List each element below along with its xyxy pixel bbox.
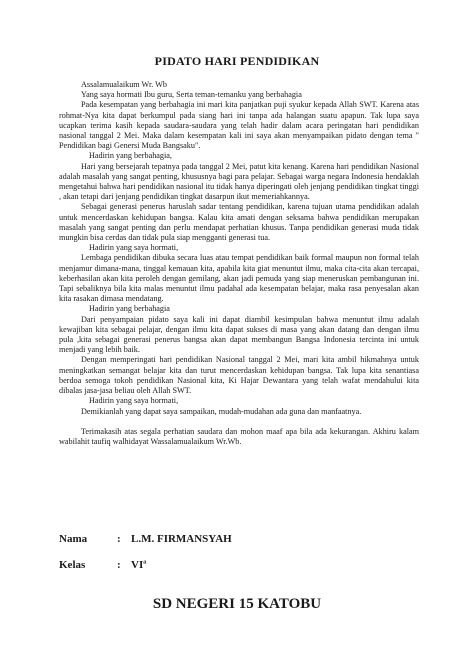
opening-paragraph: Pada kesempatan yang berbahagia ini mari kita panjatkan puji syukur kepada Allah SWT. Karena atas rohmat-Nya kita dapat berkumpul pada siang hari ini tanpa ada halangan suatu apapun. Tak lupa saya ucapkan terima kasih kepada saudara-saudara yang telah hadir dalam acara peringatan hari pendidikan nasional tanggal 2 Mei. Maka dalam kesempatan kali ini saya akan menyampaikan pidato dengan tema " Pendidikan bagi Genersi Muda Bangsaku".: [59, 100, 419, 151]
name-value: L.M. FIRMANSYAH: [131, 533, 232, 545]
generation-paragraph: Sebagai generasi penerus haruslah sadar tentang pendidikan, karena tujuan utama pendidikan adalah untuk mencerdaskan kehidupan bangsa. Kalau kita amati dengan seksama bahwa pendidikan merupakan masalah yang sangat penting dan perlu mendapat perhatian khusus. Tanpa pendidikan generasi muda tidak mungkin bisa cerdas dan tidak pula siap mengganti generasi tua.: [59, 202, 419, 243]
closing-paragraph: Demikianlah yang dapat saya sampaikan, mudah-mudahan ada guna dan manfaatnya.: [81, 406, 362, 416]
greeting-paragraph: Assalamualaikum Wr. Wb: [81, 80, 168, 89]
address-paragraph: Hadirin yang berbahagia: [89, 304, 170, 314]
address-paragraph: Hadirin yang saya hormati,: [89, 243, 179, 253]
class-superscript: a: [143, 559, 147, 566]
thanks-paragraph: Terimakasih atas segala perhatian saudara dan mohon maaf apa bila ada kekurangan. Akhiru kalam wabilahit taufiq walhidayat Wassalamualaikum Wr.Wb.: [59, 426, 419, 446]
colon: :: [117, 533, 121, 545]
address-paragraph: Hadirin yang berbahagia,: [89, 151, 172, 161]
address-paragraph: Hadirin yang saya hormati,: [89, 396, 179, 406]
school-name: SD NEGERI 15 KATOBU: [152, 596, 322, 612]
document-title: PIDATO HARI PENDIDIKAN: [154, 54, 320, 68]
salutation-paragraph: Yang saya hormati Ibu guru, Serta teman-temanku yang berbahagia: [81, 90, 302, 100]
history-paragraph: Hari yang bersejarah tepatnya pada tanggal 2 Mei, patut kita kenang. Karena hari pendidikan Nasional adalah masalah yang sangat penting, khususnya bagi para pelajar. Sebagai warga negara Indonesia hendaklah mengetahui bahwa hari pendidikan nasional itu tidak hanya diperingati oleh jenjang pendidikan tingkat tinggi , akan tetapi dari jenjang pendidikan tingkat dasarpun ikut memeriahkannya.: [59, 161, 419, 202]
class-label: Kelas: [59, 559, 86, 571]
name-line: [59, 533, 232, 545]
colon: :: [117, 559, 121, 571]
speech-body: [59, 80, 419, 447]
class-value: VI: [131, 559, 144, 571]
conclusion-paragraph: Dari penyampaian pidato saya kali ini dapat diambil kesimpulan bahwa menuntut ilmu adalah kewajiban kita sebagai pelajar, dengan ilmu kita dapat sukses di masa yang akan datang dan dengan ilmu pula ,kita sebagai generasi penerus bangsa akan dapat membangun Bangsa Indonesia tercinta ini untuk menjadi yang lebih baik.: [59, 314, 419, 355]
institution-paragraph: Lembaga pendidikan dibuka secara luas atau tempat pendidikan baik formal maupun non formal telah menjamur dimana-mana, tinggal kemauan kita, apabila kita giat menuntut ilmu, maka cita-cita akan tercapai, keberhasilan akan kita peroleh dengan gemilang, akan jadi pemuda yang siap meneruskan pembangunan ini. Tapi sebaliknya bila kita malas menuntut ilmu padahal ada kesempatan belajar, maka rasa penyesalan akan kita rasakan dimasa mendatang.: [59, 253, 419, 304]
name-label: Nama: [59, 533, 88, 545]
class-line: [59, 559, 146, 571]
commemoration-paragraph: Dengan memperingati hari pendidikan Nasional tanggal 2 Mei, mari kita ambil hikmahnya untuk meningkatkan semangat belajar kita dan turut mencerdaskan kehidupan bangsa. Tak lupa kita senantiasa berdoa semoga tokoh pendidikan Nasional kita, Ki Hajar Dewantara yang telah wafat mendahului kita dibalas jasa-jasa beliau oleh Allah SWT.: [59, 355, 419, 396]
